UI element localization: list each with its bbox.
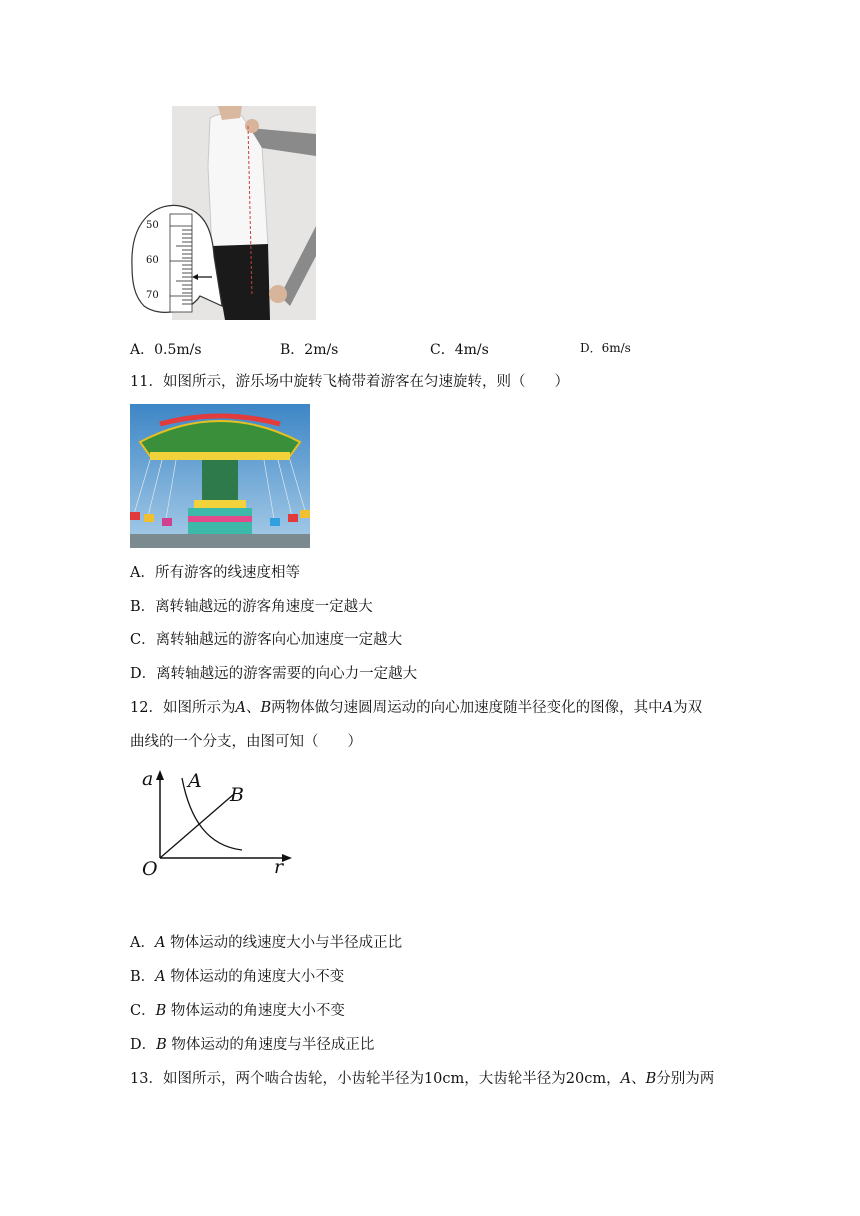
- curve-a-label: A: [188, 770, 202, 792]
- y-axis-label: a: [142, 768, 154, 790]
- x-axis-label: r: [274, 856, 284, 878]
- line-b: [160, 794, 234, 858]
- x-axis-arrow: [282, 854, 292, 862]
- q12-option-a: A．A 物体运动的线速度大小与半径成正比: [130, 935, 403, 951]
- q11-option-a: A．所有游客的线速度相等: [130, 565, 300, 581]
- q10-option-c: C．4m/s: [430, 342, 489, 358]
- q12-stem-line2: 曲线的一个分支，由图可知（ ）: [130, 734, 362, 750]
- scale-label-60: 60: [146, 255, 159, 266]
- swing-ride-photo: [130, 404, 310, 548]
- q10-option-a: A．0.5m/s: [130, 342, 202, 358]
- q12-option-b: B．A 物体运动的角速度大小不变: [130, 969, 345, 985]
- q13-stem: 13．如图所示，两个啮合齿轮，小齿轮半径为10cm，大齿轮半径为20cm，A、B分别为两: [130, 1071, 715, 1087]
- line-b-label: B: [230, 784, 244, 806]
- tailor-measurement-figure: [130, 106, 316, 320]
- q10-option-d: D．6m/s: [580, 341, 631, 355]
- origin-label: O: [142, 858, 158, 880]
- q11-option-b: B．离转轴越远的游客角速度一定越大: [130, 599, 373, 615]
- q10-option-b: B．2m/s: [280, 342, 339, 358]
- q11-option-c: C．离转轴越远的游客向心加速度一定越大: [130, 632, 403, 648]
- q12-stem-line1: 12．如图所示为A、B两物体做匀速圆周运动的向心加速度随半径变化的图像，其中A为双: [130, 700, 703, 716]
- q12-option-d: D．B 物体运动的角速度与半径成正比: [130, 1037, 375, 1053]
- scale-label-70: 70: [146, 290, 159, 301]
- scale-label-50: 50: [146, 220, 159, 231]
- acceleration-radius-graph: [138, 768, 298, 880]
- q11-stem: 11．如图所示，游乐场中旋转飞椅带着游客在匀速旋转，则（ ）: [130, 374, 569, 390]
- q12-option-c: C．B 物体运动的角速度大小不变: [130, 1003, 345, 1019]
- q11-option-d: D．离转轴越远的游客需要的向心力一定越大: [130, 666, 418, 682]
- y-axis-arrow: [156, 770, 164, 780]
